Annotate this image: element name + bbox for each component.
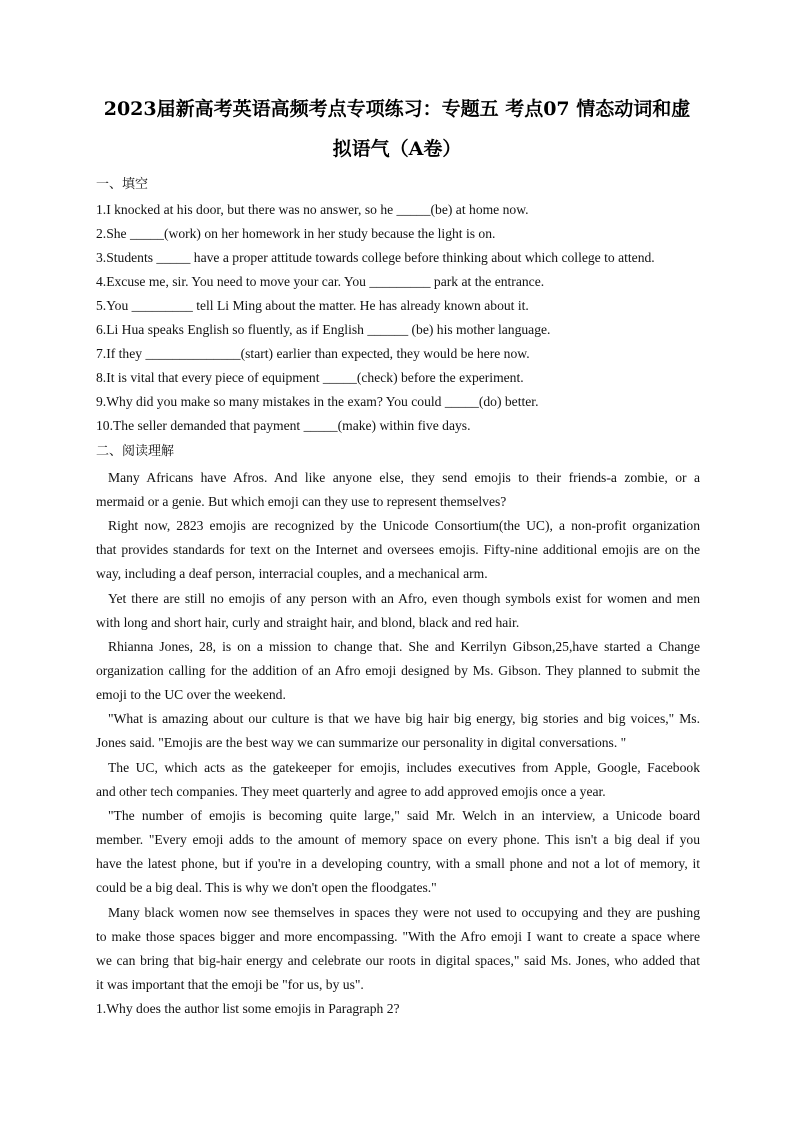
passage-line: organization calling for the addition of an Afro emoji designed by Ms. Gibson. They planned to submit the — [96, 663, 700, 678]
question-item: 7.If they ______________(start) earlier than expected, they would be here now. — [96, 346, 530, 361]
passage-line: emoji to the UC over the weekend. — [96, 687, 286, 702]
passage-line: Yet there are still no emojis of any person with an Afro, even though symbols exist for women and men — [108, 591, 700, 606]
passage-line: we can bring that big-hair energy and celebrate our roots in digital spaces," said Ms. Jones, who added that — [96, 953, 700, 968]
passage-line: "The number of emojis is becoming quite large," said Mr. Welch in an interview, a Unicode board — [108, 808, 700, 823]
reading-question: 1.Why does the author list some emojis in Paragraph 2? — [96, 1001, 400, 1016]
passage-line: to make those spaces bigger and more encompassing. "With the Afro emoji I want to create a space where — [96, 929, 700, 944]
question-item: 4.Excuse me, sir. You need to move your car. You _________ park at the entrance. — [96, 274, 545, 289]
question-item: 8.It is vital that every piece of equipment _____(check) before the experiment. — [96, 370, 524, 385]
passage-line: Rhianna Jones, 28, is on a mission to change that. She and Kerrilyn Gibson,25,have started a Change — [108, 639, 700, 654]
question-item: 3.Students _____ have a proper attitude towards college before thinking about which college to attend. — [96, 250, 655, 265]
question-item: 9.Why did you make so many mistakes in the exam? You could _____(do) better. — [96, 394, 539, 409]
passage-line: and other tech companies. They meet quarterly and agree to add approved emojis once a year. — [96, 784, 606, 799]
passage-line: Many black women now see themselves in spaces they were not used to occupying and they are pushing — [108, 905, 700, 920]
question-item: 5.You _________ tell Li Ming about the matter. He has already known about it. — [96, 298, 529, 313]
passage-line: member. "Every emoji adds to the amount of memory space on every phone. This isn't a big deal if you — [96, 832, 700, 847]
passage-line: it was important that the emoji be "for us, by us". — [96, 977, 364, 992]
section-heading-reading: 二、阅读理解 — [96, 444, 175, 459]
passage-line: that provides standards for text on the Internet and oversees emojis. Fifty-nine additional emojis are on the — [96, 542, 700, 557]
passage-line: Many Africans have Afros. And like anyone else, they send emojis to their friends-a zombie, or a — [108, 470, 700, 485]
passage-line: Right now, 2823 emojis are recognized by the Unicode Consortium(the UC), a non-profit organization — [108, 518, 700, 533]
question-item: 10.The seller demanded that payment _____(make) within five days. — [96, 418, 471, 433]
passage-line: way, including a deaf person, interracial couples, and a mechanical arm. — [96, 566, 488, 581]
passage-line: with long and short hair, curly and straight hair, and blond, black and red hair. — [96, 615, 520, 630]
section-heading-fill-blank: 一、填空 — [96, 177, 149, 192]
document-title-line-1: 2023届新高考英语高频考点专项练习：专题五 考点07 情态动词和虚 — [103, 98, 691, 120]
document-title-line-2: 拟语气（A卷） — [332, 138, 462, 160]
passage-line: could be a big deal. This is why we don't open the floodgates." — [96, 880, 437, 895]
question-item: 2.She _____(work) on her homework in her study because the light is on. — [96, 226, 496, 241]
question-item: 1.I knocked at his door, but there was no answer, so he _____(be) at home now. — [96, 202, 529, 217]
passage-line: "What is amazing about our culture is that we have big hair big energy, big stories and big voices," Ms. — [108, 711, 700, 726]
passage-line: Jones said. "Emojis are the best way we can summarize our personality in digital conversations. " — [96, 735, 627, 750]
passage-line: The UC, which acts as the gatekeeper for emojis, includes executives from Apple, Google, Facebook — [108, 760, 700, 775]
passage-line: have the latest phone, but if you're in a developing country, with a small phone and not a lot of memory, it — [96, 856, 700, 871]
question-item: 6.Li Hua speaks English so fluently, as if English ______ (be) his mother language. — [96, 322, 551, 337]
passage-line: mermaid or a genie. But which emoji can they use to represent themselves? — [96, 494, 507, 509]
